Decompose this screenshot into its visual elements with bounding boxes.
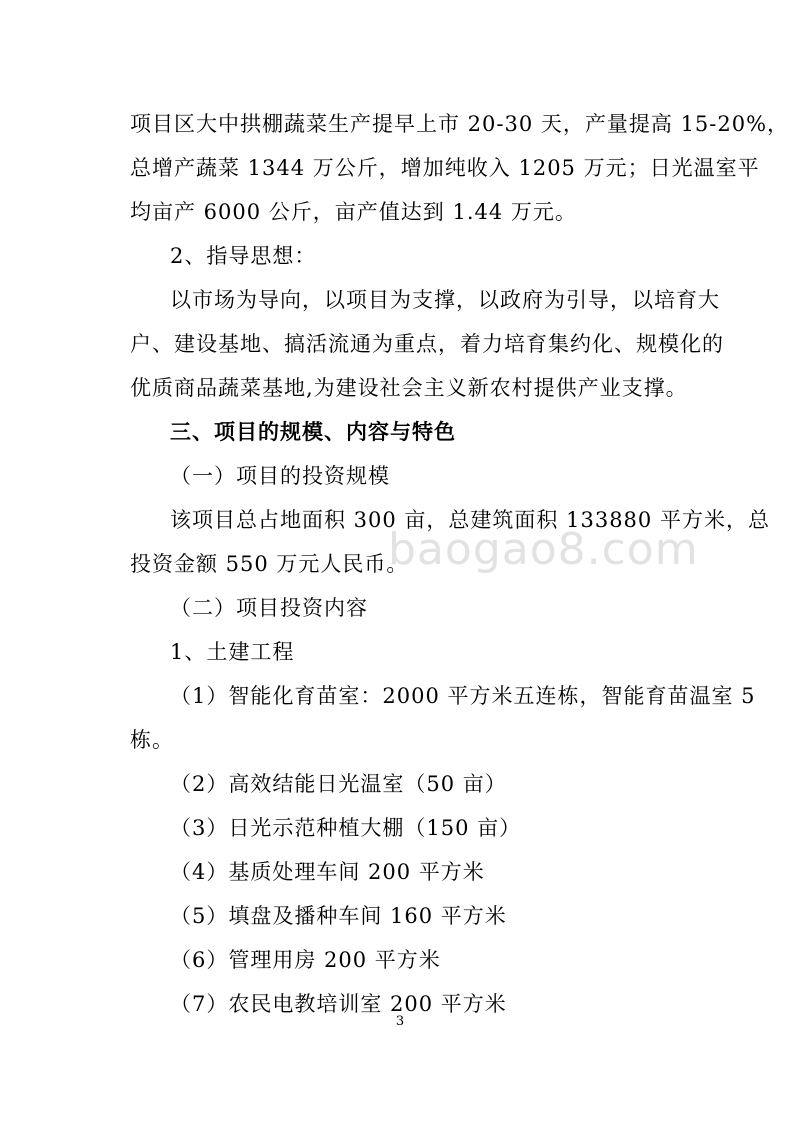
investment-paragraph-line-1: 该项目总占地面积 300 亩，总建筑面积 133880 平方米，总 [170, 508, 770, 532]
paragraph-1-line-3: 均亩产 6000 公斤，亩产值达到 1.44 万元。 [130, 200, 577, 224]
paragraph-1-line-1: 项目区大中拱棚蔬菜生产提早上市 20-30 天，产量提高 15-20%， [130, 112, 790, 136]
civil-engineering-heading: 1、土建工程 [170, 640, 295, 664]
list-item-4: （4）基质处理车间 200 平方米 [170, 860, 485, 884]
subsection-investment-scale-heading: （一）项目的投资规模 [170, 464, 390, 488]
list-item-5: （5）填盘及播种车间 160 平方米 [170, 904, 507, 928]
paragraph-3-line-2: 户、建设基地、搞活流通为重点，着力培育集约化、规模化的 [130, 332, 724, 356]
investment-paragraph-line-2: 投资金额 550 万元人民币。 [130, 552, 409, 576]
paragraph-3-line-3: 优质商品蔬菜基地,为建设社会主义新农村提供产业支撑。 [130, 376, 688, 400]
list-item-1-line-1: （1）智能化育苗室：2000 平方米五连栋，智能育苗温室 5 [170, 684, 756, 708]
list-item-7: （7）农民电教培训室 200 平方米 [170, 992, 507, 1016]
paragraph-1-line-2: 总增产蔬菜 1344 万公斤，增加纯收入 1205 万元；日光温室平 [130, 156, 760, 180]
section-scale-content-heading: 三、项目的规模、内容与特色 [170, 419, 456, 444]
watermark: baogao8.com [388, 524, 699, 575]
page-number: 3 [395, 1014, 405, 1029]
list-item-3: （3）日光示范种植大棚（150 亩） [170, 816, 522, 840]
list-item-1-line-2: 栋。 [130, 728, 174, 752]
list-item-2: （2）高效结能日光温室（50 亩） [170, 772, 507, 796]
section-guiding-ideology-heading: 2、指导思想： [170, 244, 317, 268]
list-item-6: （6）管理用房 200 平方米 [170, 948, 441, 972]
paragraph-3-line-1: 以市场为导向，以项目为支撑，以政府为引导，以培育大 [170, 288, 720, 312]
subsection-investment-content-heading: （二）项目投资内容 [170, 596, 368, 620]
